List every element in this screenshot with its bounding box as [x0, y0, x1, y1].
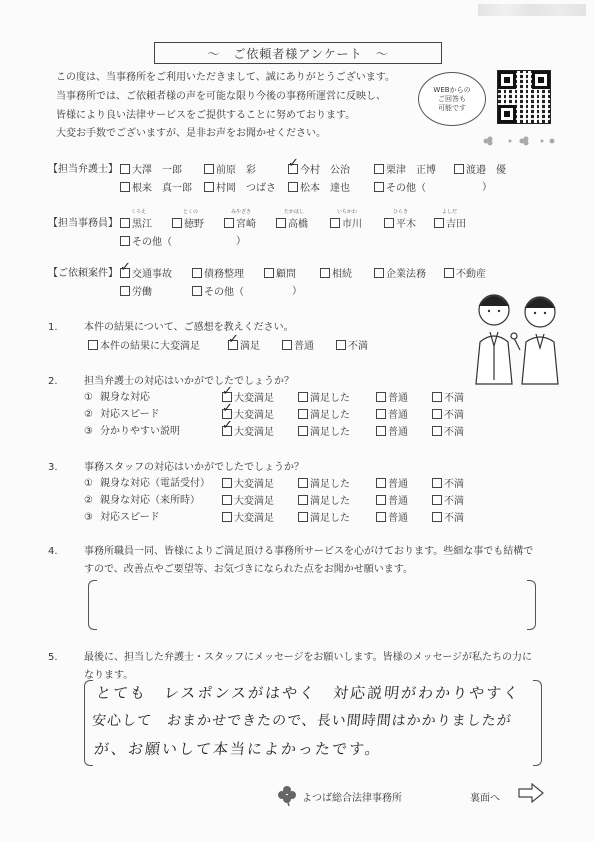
- checkbox[interactable]: [222, 478, 232, 488]
- q3-row-number: ②: [84, 495, 93, 506]
- q2-rating-option[interactable]: ✓ 大変満足: [222, 392, 274, 405]
- checkbox[interactable]: [432, 409, 442, 419]
- q3-rating-option[interactable]: 満足した: [298, 478, 350, 491]
- staff-option[interactable]: 吉田: [434, 218, 466, 231]
- checkbox[interactable]: [298, 426, 308, 436]
- web-answer-bubble: [418, 72, 486, 126]
- checkbox-checked[interactable]: [288, 164, 298, 174]
- arrow-right-icon: [518, 783, 544, 803]
- q2-rating-option[interactable]: 普通: [376, 409, 408, 422]
- staff-option[interactable]: 黒江: [120, 218, 152, 231]
- staff-ruby: よしだ: [442, 209, 458, 215]
- q1-option[interactable]: 不満: [336, 340, 368, 353]
- bubble-line: 可能です: [438, 103, 466, 112]
- staff-other-close: ）: [236, 236, 246, 247]
- staff-ruby: ひらき: [393, 209, 409, 215]
- q2-rating-option[interactable]: 満足した: [298, 409, 350, 422]
- q1-option[interactable]: 本件の結果に大変満足: [88, 340, 200, 353]
- q5-number: 5.: [48, 652, 58, 663]
- case-option-other[interactable]: その他（: [192, 286, 244, 299]
- checkbox-checked[interactable]: [222, 426, 232, 436]
- checkbox[interactable]: [336, 340, 346, 350]
- case-option[interactable]: ✓ 交通事故: [120, 268, 172, 281]
- q2-row-number: ②: [84, 409, 93, 420]
- q1-option[interactable]: 普通: [282, 340, 314, 353]
- firm-name: よつば総合法律事務所: [302, 793, 402, 804]
- lawyer-option[interactable]: 根来 真一郎: [120, 182, 192, 195]
- q4-number: 4.: [48, 546, 58, 557]
- q3-row-label: 対応スピード: [100, 512, 160, 523]
- checkbox[interactable]: [374, 268, 384, 278]
- staff-option[interactable]: 宮崎: [224, 218, 256, 231]
- qr-code-icon[interactable]: [497, 70, 551, 124]
- q2-row-label: 親身な対応: [100, 392, 150, 403]
- staff-option[interactable]: 平木: [384, 218, 416, 231]
- staff-ruby: くろえ: [131, 209, 147, 215]
- checkbox[interactable]: [222, 512, 232, 522]
- q3-rating-option[interactable]: 普通: [376, 512, 408, 525]
- bubble-line: WEBからの: [433, 85, 471, 94]
- lawyer-option[interactable]: ✓ 今村 公治: [288, 164, 350, 177]
- q1-number: 1.: [48, 322, 58, 333]
- q3-rating-option[interactable]: 不満: [432, 495, 464, 508]
- q2-rating-option[interactable]: 普通: [376, 426, 408, 439]
- q2-rating-option[interactable]: 不満: [432, 392, 464, 405]
- q2-row-label: 分かりやすい説明: [100, 426, 180, 437]
- staff-option[interactable]: 高橋: [276, 218, 308, 231]
- q3-rating-option[interactable]: 満足した: [298, 512, 350, 525]
- redacted-header: [478, 4, 586, 16]
- checkbox[interactable]: [376, 478, 386, 488]
- checkbox[interactable]: [374, 164, 384, 174]
- checkbox[interactable]: [204, 182, 214, 192]
- q1-option[interactable]: ✓ 満足: [228, 340, 260, 353]
- checkbox[interactable]: [376, 426, 386, 436]
- q2-text: 担当弁護士の対応はいかがでしたでしょうか？: [84, 376, 294, 387]
- q2-row-number: ③: [84, 426, 93, 437]
- survey-title: ～ ご依頼者様アンケート ～: [154, 42, 442, 64]
- lawyer-option[interactable]: 松本 達也: [288, 182, 350, 195]
- q2-rating-option[interactable]: ✓ 大変満足: [222, 426, 274, 439]
- checkbox[interactable]: [224, 218, 234, 228]
- checkbox[interactable]: [88, 340, 98, 350]
- staff-option[interactable]: 市川: [330, 218, 362, 231]
- q2-rating-option[interactable]: 普通: [376, 392, 408, 405]
- back-page-label: 裏面へ: [470, 793, 500, 804]
- q3-rating-option[interactable]: 普通: [376, 495, 408, 508]
- q2-number: 2.: [48, 376, 58, 387]
- staff-ruby: とくの: [183, 209, 199, 215]
- case-option[interactable]: 債務整理: [192, 268, 244, 281]
- checkbox[interactable]: [454, 164, 464, 174]
- lawyer-option[interactable]: 大澤 一郎: [120, 164, 182, 177]
- checkbox[interactable]: [432, 512, 442, 522]
- q5-text-line-1: 最後に、担当した弁護士・スタッフにメッセージをお願いします。皆様のメッセージが私たちの力に: [84, 652, 532, 663]
- checkbox-checked[interactable]: [120, 268, 130, 278]
- checkbox[interactable]: [376, 409, 386, 419]
- checkbox[interactable]: [432, 495, 442, 505]
- q4-text-line-1: 事務所職員一同、皆様によりご満足頂ける事務所サービスを心がけております。些細な事でも結構で: [84, 546, 534, 557]
- staff-ruby: みやざき: [231, 209, 252, 215]
- q2-rating-option[interactable]: 満足した: [298, 426, 350, 439]
- clover-logo-icon: [276, 784, 298, 806]
- case-other-close: ）: [292, 286, 302, 297]
- checkbox[interactable]: [120, 236, 130, 246]
- q2-rating-option[interactable]: 満足した: [298, 392, 350, 405]
- q3-rating-option[interactable]: 大変満足: [222, 512, 274, 525]
- q3-number: 3.: [48, 462, 58, 473]
- q1-text: 本件の結果について、ご感想を教えください。: [84, 322, 294, 333]
- checkbox[interactable]: [288, 182, 298, 192]
- checkbox[interactable]: [192, 286, 202, 296]
- q2-rating-option[interactable]: 不満: [432, 409, 464, 422]
- checkbox[interactable]: [298, 478, 308, 488]
- checkbox[interactable]: [432, 426, 442, 436]
- staff-label: 【担当事務員】: [48, 218, 118, 229]
- lawyers-illustration-icon: [462, 280, 568, 388]
- checkbox[interactable]: [204, 164, 214, 174]
- checkbox[interactable]: [192, 268, 202, 278]
- checkbox[interactable]: [432, 478, 442, 488]
- q3-rating-option[interactable]: 不満: [432, 512, 464, 525]
- lawyer-label: 【担当弁護士】: [48, 164, 118, 175]
- checkbox[interactable]: [330, 218, 340, 228]
- staff-option-other[interactable]: その他（: [120, 236, 172, 249]
- case-option[interactable]: 顧問: [264, 268, 296, 281]
- q3-row-number: ③: [84, 512, 93, 523]
- checkbox-checked[interactable]: [228, 340, 238, 350]
- staff-ruby: たかはし: [284, 209, 305, 215]
- q3-rating-option[interactable]: 大変満足: [222, 478, 274, 491]
- checkbox[interactable]: [120, 182, 130, 192]
- q3-row-number: ①: [84, 478, 93, 489]
- checkbox[interactable]: [320, 268, 330, 278]
- checkbox[interactable]: [282, 340, 292, 350]
- q2-row-number: ①: [84, 392, 93, 403]
- intro-line-4: 大変お手数でございますが、是非お声をお聞かせください。: [56, 128, 326, 139]
- checkbox[interactable]: [432, 392, 442, 402]
- checkbox[interactable]: [376, 512, 386, 522]
- intro-line-2: 当事務所では、ご依頼者様の声を可能な限り今後の事務所運営に反映し、: [56, 91, 386, 102]
- checkbox[interactable]: [120, 286, 130, 296]
- lawyer-option-other[interactable]: その他（: [374, 182, 426, 195]
- q2-row-label: 対応スピード: [100, 409, 160, 420]
- q3-row-label: 親身な対応（来所時）: [100, 495, 200, 506]
- lawyer-option[interactable]: 栗津 正博: [374, 164, 436, 177]
- case-option[interactable]: 企業法務: [374, 268, 426, 281]
- clover-decoration-icon: [480, 134, 560, 148]
- intro-line-1: この度は、当事務所をご利用いただきまして、誠にありがとうございます。: [56, 72, 395, 83]
- checkbox[interactable]: [172, 218, 182, 228]
- checkbox[interactable]: [298, 392, 308, 402]
- lawyer-option[interactable]: 前原 彩: [204, 164, 256, 177]
- q3-rating-option[interactable]: 大変満足: [222, 495, 274, 508]
- checkbox[interactable]: [298, 495, 308, 505]
- checkbox[interactable]: [298, 409, 308, 419]
- case-option[interactable]: 不動産: [444, 268, 486, 281]
- case-option[interactable]: 労働: [120, 286, 152, 299]
- q3-text: 事務スタッフの対応はいかがでしたでしょうか？: [84, 462, 304, 473]
- lawyer-option[interactable]: 渡邉 優: [454, 164, 506, 177]
- q2-rating-option[interactable]: 不満: [432, 426, 464, 439]
- lawyer-other-close: ）: [482, 182, 492, 193]
- checkbox[interactable]: [376, 495, 386, 505]
- handwritten-line-3: が、お願いして本当によかったです。: [93, 740, 383, 758]
- checkbox[interactable]: [120, 218, 130, 228]
- q4-answer-field[interactable]: [88, 580, 536, 628]
- staff-ruby: いちかわ: [337, 209, 358, 215]
- checkbox[interactable]: [276, 218, 286, 228]
- staff-option[interactable]: 徳野: [172, 218, 204, 231]
- lawyer-option[interactable]: 村岡 つばさ: [204, 182, 276, 195]
- checkbox[interactable]: [222, 495, 232, 505]
- case-label: 【ご依頼案件】: [48, 268, 118, 279]
- q3-rating-option[interactable]: 普通: [376, 478, 408, 491]
- checkbox[interactable]: [384, 218, 394, 228]
- q2-rating-option[interactable]: ✓ 大変満足: [222, 409, 274, 422]
- checkbox[interactable]: [434, 218, 444, 228]
- q3-row-label: 親身な対応（電話受付）: [100, 478, 210, 489]
- checkbox[interactable]: [374, 182, 384, 192]
- case-option[interactable]: 相続: [320, 268, 352, 281]
- q3-rating-option[interactable]: 不満: [432, 478, 464, 491]
- bubble-line: ご回答も: [438, 94, 466, 103]
- intro-line-3: 皆様により良い法律サービスをご提供することに努めております。: [56, 110, 356, 121]
- q5-text-line-2: なります。: [84, 670, 134, 681]
- handwritten-line-1: とても レスポンスがはやく 対応説明がわかりやすく: [95, 684, 522, 702]
- checkbox[interactable]: [120, 164, 130, 174]
- checkbox[interactable]: [444, 268, 454, 278]
- handwritten-line-2: 安心して おまかせできたので、長い間時間はかかりましたが: [91, 713, 513, 729]
- checkbox[interactable]: [376, 392, 386, 402]
- checkbox[interactable]: [298, 512, 308, 522]
- checkbox[interactable]: [264, 268, 274, 278]
- q3-rating-option[interactable]: 満足した: [298, 495, 350, 508]
- q4-text-line-2: すので、改善点やご要望等、お気づきになられた点をお聞かせ願います。: [84, 564, 413, 575]
